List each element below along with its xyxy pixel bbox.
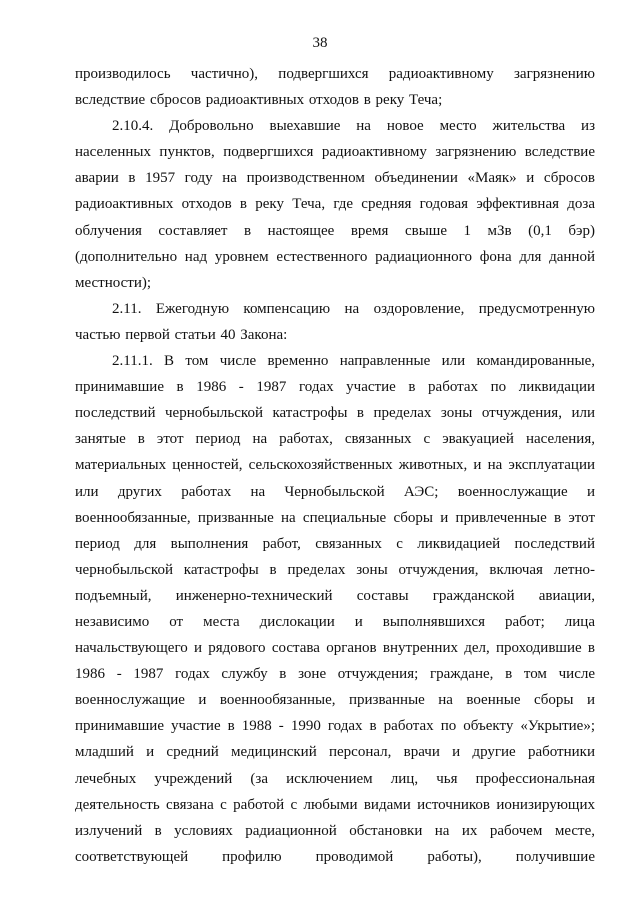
document-body [75, 61, 595, 870]
paragraph-continuation: производилось частично), подвергшихся радиоактивному загрязнению вследствие сбросов радиоактивных отходов в реку Теча; [75, 66, 595, 109]
paragraph-2-11-1: 2.11.1. В том числе временно направленные или командированные, принимавшие в 1986 - 1987 годах участие в работах по ликвидации последствий чернобыльской катастрофы в пределах зоны отчуждения, или занятые в этот период на работах, связанных с эвакуацией населения, материальных ценностей, сельскохозяйственных животных, и на эксплуатации или других работах на Чернобыльской АЭС; военнослужащие и военнообязанные, призванные на специальные сборы и привлеченные в этот период для выполнения работ, связанных с ликвидацией последствий чернобыльской катастрофы в пределах зоны отчуждения, включая летно-подъемный, инженерно-технический составы гражданской авиации, независимо от места дислокации и выполнявшихся работ; лица начальствующего и рядового состава органов внутренних дел, проходившие в 1986 - 1987 годах службу в зоне отчуждения; граждане, в том числе военнослужащие и военнообязанные, призванные на военные сборы и принимавшие участие в 1988 - 1990 годах в работах по объекту «Укрытие»; младший и средний медицинский персонал, врачи и другие работники лечебных учреждений (за исключением лиц, чья профессиональная деятельность связана с работой с любыми видами источников ионизирующих излучений в условиях радиационной обстановки на их рабочем месте, соответствующей профилю проводимой работы), получившие [75, 353, 595, 865]
paragraph-2-11: 2.11. Ежегодную компенсацию на оздоровление, предусмотренную частью первой статьи 40 Закона: [75, 300, 595, 343]
paragraph-2-10-4: 2.10.4. Добровольно выехавшие на новое место жительства из населенных пунктов, подвергшихся радиоактивному загрязнению вследствие аварии в 1957 году на производственном объединении «Маяк» и сбросов радиоактивных отходов в реку Теча, где средняя годовая эффективная доза облучения составляет в настоящее время свыше 1 мЗв (0,1 бэр) (дополнительно над уровнем естественного радиационного фона для данной местности); [75, 118, 595, 291]
page-number: 38 [312, 35, 328, 51]
